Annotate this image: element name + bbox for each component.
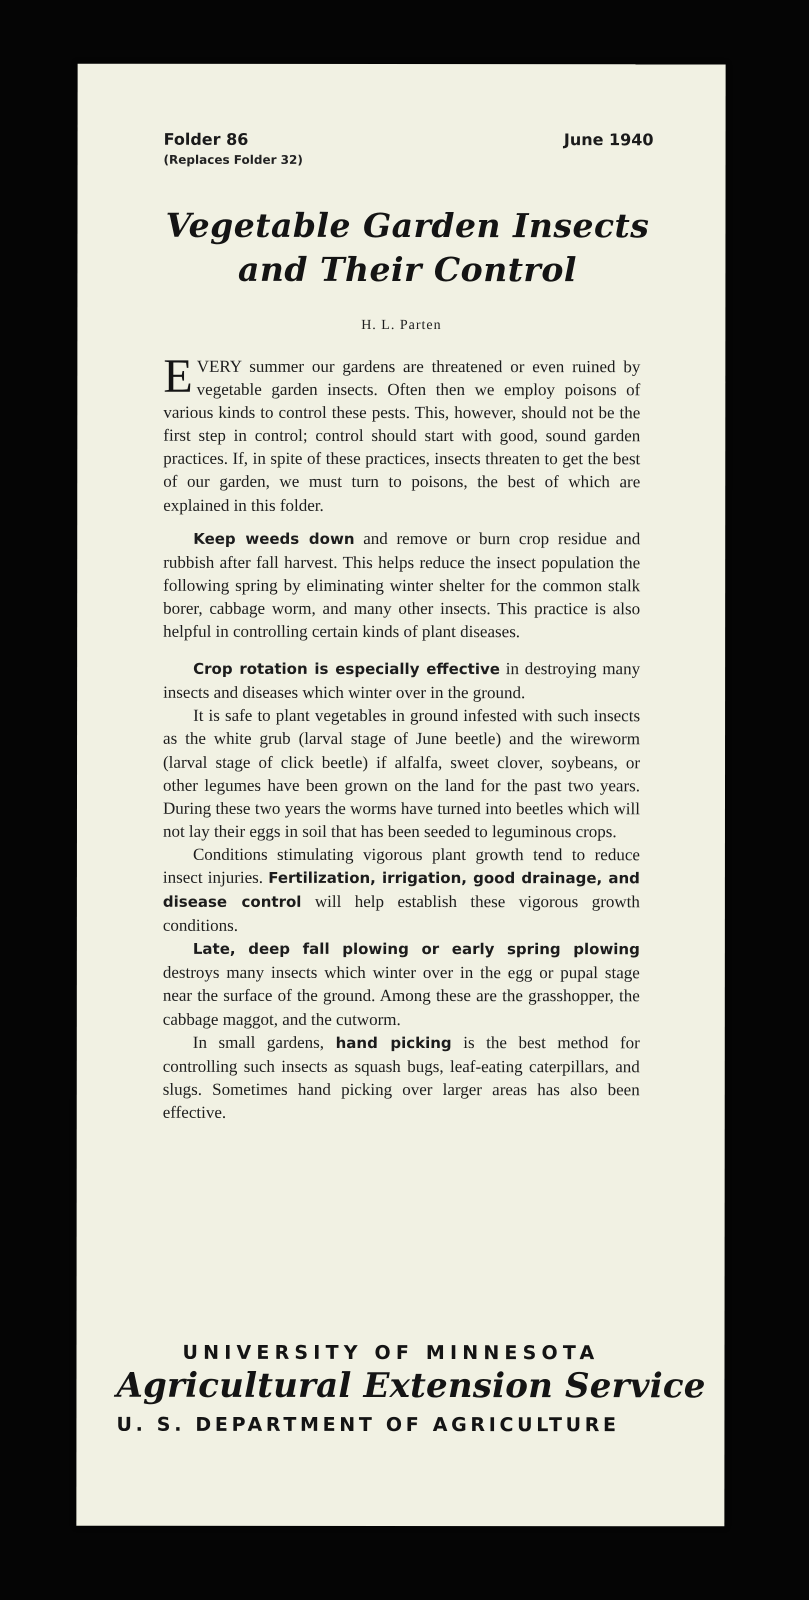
paragraph-text: is the best method for controlling such insects as squash bugs, leaf-eating caterpillars, and slugs. Sometimes hand picking over larger areas has also been effective.: [162, 1032, 640, 1122]
bold-lead: Keep weeds down: [193, 529, 355, 548]
folder-page: [76, 64, 725, 1527]
extension-service-name: Agricultural Extension Service: [116, 1365, 706, 1407]
paragraph-text: in destroying many insects and diseases which winter over in the ground.: [163, 659, 641, 703]
paragraph-weeds: [163, 526, 640, 643]
paragraph-rotation: [163, 657, 640, 705]
bold-phrase: Fertilization, irrigation, good drainage, and disease control: [162, 868, 640, 911]
paragraph-intro: [163, 349, 641, 517]
drop-cap: E: [163, 349, 193, 403]
title-line-2: and Their Control: [238, 249, 577, 290]
paragraph-text: VERY summer our gardens are threatened or even ruined by vegetable garden insects. Often then we employ poisons of various kinds to control these pests. This, however, should not be the first step in control; control should start with good, sound garden practices. If, in spite of these practices, insects threaten to get the best of our garden, we must turn to poisons, the best of which are explained in this folder.: [163, 356, 641, 515]
title-line-1: Vegetable Garden Insects: [165, 205, 650, 246]
bold-lead: Crop rotation is especially effective: [193, 659, 500, 679]
paragraph-hand-picking: [163, 1030, 640, 1124]
university-name: UNIVERSITY OF MINNESOTA: [182, 1341, 600, 1365]
paragraph-text: will help establish these vigorous growth conditions.: [162, 891, 640, 936]
paragraph-text: Conditions stimulating vigorous plant growth tend to reduce insect injuries.: [162, 844, 640, 887]
article-body: [162, 349, 641, 1124]
publication-date: June 1940: [563, 130, 654, 150]
page-title: [147, 204, 667, 292]
paragraph-text: and remove or burn crop residue and rubbish after fall harvest. This helps reduce the insect population the following spring by eliminating winter shelter for the common stalk borer, cabbage worm, and many other insects. This practice is also helpful in controlling certain kinds of plant diseases.: [163, 528, 641, 642]
paragraph-conditions: [163, 843, 640, 938]
folder-number: Folder 86: [163, 129, 249, 149]
author-byline: H. L. Parten: [361, 317, 442, 334]
paragraph-text: It is safe to plant vegetables in ground infested with such insects as the white grub (larval stage of June beetle) and the wireworm (larval stage of click beetle) if alfalfa, sweet clover, soybeans, or other legumes have been grown on the land for the past two years. During these two years the worms have turned into beetles which will not lay their eggs in soil that has been seeded to leguminous crops.: [162, 706, 641, 841]
department-name: U. S. DEPARTMENT OF AGRICULTURE: [116, 1413, 620, 1437]
bold-phrase: hand picking: [335, 1033, 452, 1052]
paragraph-text: destroys many insects which winter over in the egg or pupal stage near the surface of the ground. Among these are the grasshopper, the cabbage maggot, and the cutworm.: [162, 963, 640, 1029]
paragraph-text: In small gardens,: [192, 1032, 336, 1052]
paragraph-plowing: [163, 937, 640, 1031]
bold-lead: Late, deep fall plowing or early spring plowing: [192, 940, 640, 959]
paragraph-legumes: [163, 704, 640, 843]
replaces-note: (Replaces Folder 32): [163, 152, 303, 167]
